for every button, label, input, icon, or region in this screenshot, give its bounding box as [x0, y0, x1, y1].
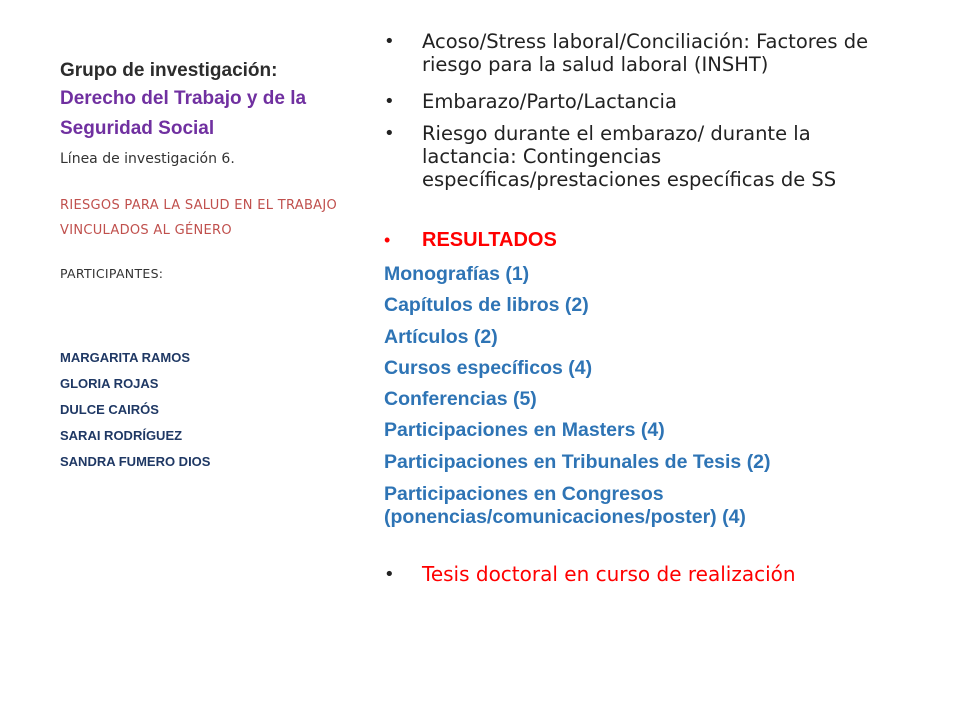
bullet-icon: • — [384, 31, 395, 52]
result-item: Artículos (2) — [384, 325, 498, 348]
thesis-item — [384, 563, 904, 586]
participants-list — [60, 345, 345, 475]
bullet-icon: • — [384, 230, 391, 250]
right-column — [384, 28, 904, 586]
participants-label: PARTICIPANTES: — [60, 266, 164, 281]
left-column — [60, 48, 345, 475]
bullet-item — [384, 30, 904, 76]
research-line-label: Línea de investigación 6. — [60, 151, 235, 167]
result-item: Capítulos de libros (2) — [384, 294, 589, 317]
participant-name: DULCE CAIRÓS — [60, 402, 159, 417]
bullet-item — [384, 90, 904, 113]
research-topic-title: RIESGOS PARA LA SALUD EN EL TRABAJO VINCULADOS AL GÉNERO — [60, 198, 338, 238]
result-item: Participaciones en Masters (4) — [384, 419, 665, 442]
results-heading — [384, 229, 904, 252]
participant-name: SARAI RODRÍGUEZ — [60, 428, 183, 443]
participant-name: SANDRA FUMERO DIOS — [60, 454, 211, 469]
group-subtitle: Derecho del Trabajo y de la Seguridad Social — [60, 88, 307, 139]
bullet-text: Acoso/Stress laboral/Conciliación: Factores de riesgo para la salud laboral (INSHT) — [422, 30, 869, 76]
bullet-icon: • — [384, 564, 395, 586]
result-item: Participaciones en Tribunales de Tesis (2) — [384, 450, 771, 473]
results-list — [384, 259, 904, 528]
participant-name: GLORIA ROJAS — [60, 376, 159, 391]
group-title: Grupo de investigación: — [60, 60, 278, 81]
result-item: Cursos específicos (4) — [384, 356, 593, 379]
bullet-text: Riesgo durante el embarazo/ durante la lactancia: Contingencias específicas/prestaciones específicas de SS — [422, 122, 837, 191]
participant-name: MARGARITA RAMOS — [60, 350, 190, 365]
result-item: Conferencias (5) — [384, 388, 537, 411]
bullet-icon: • — [384, 123, 395, 144]
bullet-icon: • — [384, 91, 395, 112]
bullet-item — [384, 122, 904, 191]
result-item: Monografías (1) — [384, 263, 530, 285]
results-heading-text: RESULTADOS — [422, 229, 557, 251]
bullet-text: Embarazo/Parto/Lactancia — [422, 90, 677, 113]
thesis-text: Tesis doctoral en curso de realización — [422, 562, 796, 587]
result-item: Participaciones en Congresos (ponencias/comunicaciones/poster) (4) — [384, 483, 746, 528]
